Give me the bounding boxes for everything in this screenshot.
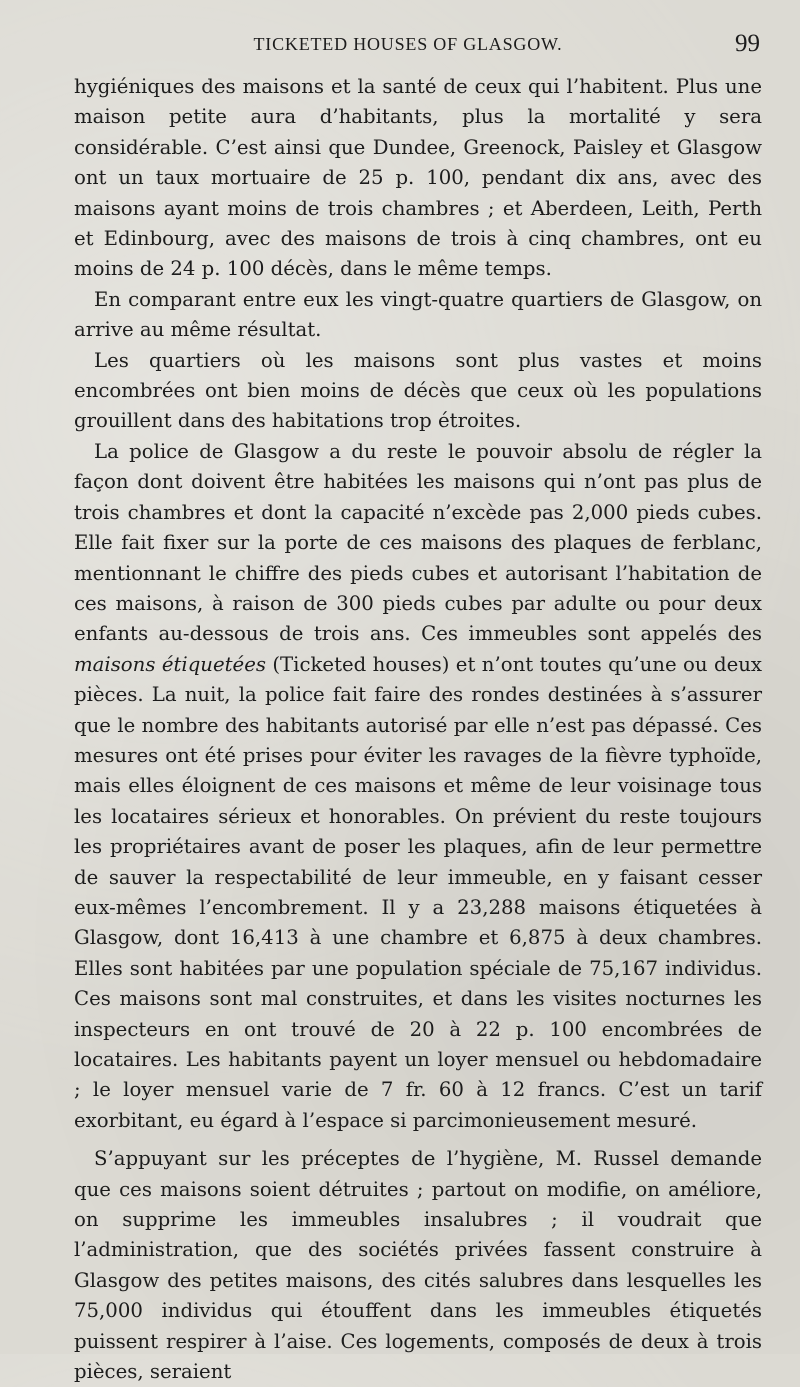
- italic-term: maisons étiquetées: [74, 652, 266, 676]
- paragraph-police-text-after: (Ticketed houses) et n’ont toutes qu’une ou deux pièces. La nuit, la police fait faire des rondes destinées à s’assurer que le nombre des habitants autorisé par elle n’est pas dépassé. Ces mesures ont été prises pour éviter les ravages de la fièvre typhoïde, mais elles éloignent de ces maisons et même de leur voisinage tous les locataires sérieux et honorables. On prévient du reste toujours les propriétaires avant de poser les plaques, afin de leur permettre de sauver la respectabilité de leur immeuble, en y faisant cesser eux-mêmes l’encombrement. Il y a 23,288 maisons étiquetées à Glasgow, dont 16,413 à une chambre et 6,875 à deux chambres. Elles sont habitées par une population spéciale de 75,167 individus. Ces maisons sont mal construites, et dans les visites nocturnes les inspecteurs en ont trouvé de 20 à 22 p. 100 encombrées de locataires. Les habitants payent un loyer mensuel ou hebdomadaire ; le loyer mensuel varie de 7 fr. 60 à 12 francs. C’est un tarif exorbitant, eu égard à l’espace si parcimonieusement mesuré.: [74, 652, 763, 1132]
- page-number: 99: [735, 30, 760, 57]
- paragraph-police-text-before: La police de Glasgow a du reste le pouvoir absolu de régler la façon dont doivent être habitées les maisons qui n’ont pas plus de trois chambres et dont la capacité n’excède pas 2,000 pieds cubes. Elle fait fixer sur la porte de ces maisons des plaques de ferblanc, mentionnant le chiffre des pieds cubes et autorisant l’habitation de ces maisons, à raison de 300 pieds cubes par adulte ou pour deux enfants au-dessous de trois ans. Ces immeubles sont appelés des: [74, 439, 762, 646]
- paragraph-quarters: Les quartiers où les maisons sont plus vastes et moins encombrées ont bien moins de décès que ceux où les populations grouillent dans des habitations trop étroites.: [74, 348, 762, 433]
- running-head: TICKETED HOUSES OF GLASGOW.: [253, 34, 563, 54]
- paragraph-russel: S’appuyant sur les préceptes de l’hygiène, M. Russel demande que ces maisons soient détruites ; partout on modifie, on améliore, on supprime les immeubles insalubres ; il voudrait que l’administration, que des sociétés privées fassent construire à Glasgow des petites maisons, des cités salubres dans lesquelles les 75,000 individus qui étouffent dans les immeubles étiquetés puissent respirer à l’aise. Ces logements, composés de deux à trois pièces, seraient: [74, 1147, 762, 1384]
- paragraph-continuation: hygiéniques des maisons et la santé de ceux qui l’habitent. Plus une maison petite aura d’habitants, plus la mortalité y sera considérable. C’est ainsi que Dundee, Greenock, Paisley et Glasgow ont un taux mortuaire de 25 p. 100, pendant dix ans, avec des maisons ayant moins de trois chambres ; et Aberdeen, Leith, Perth et Edinbourg, avec des maisons de trois à cinq chambres, ont eu moins de 24 p. 100 décès, dans le même temps.: [74, 75, 762, 281]
- page-header: [74, 30, 762, 64]
- paragraph-comparison: En comparant entre eux les vingt-quatre quartiers de Glasgow, on arrive au même résultat.: [74, 287, 762, 342]
- paragraph-police: [74, 437, 762, 1136]
- body-text: [74, 72, 762, 1387]
